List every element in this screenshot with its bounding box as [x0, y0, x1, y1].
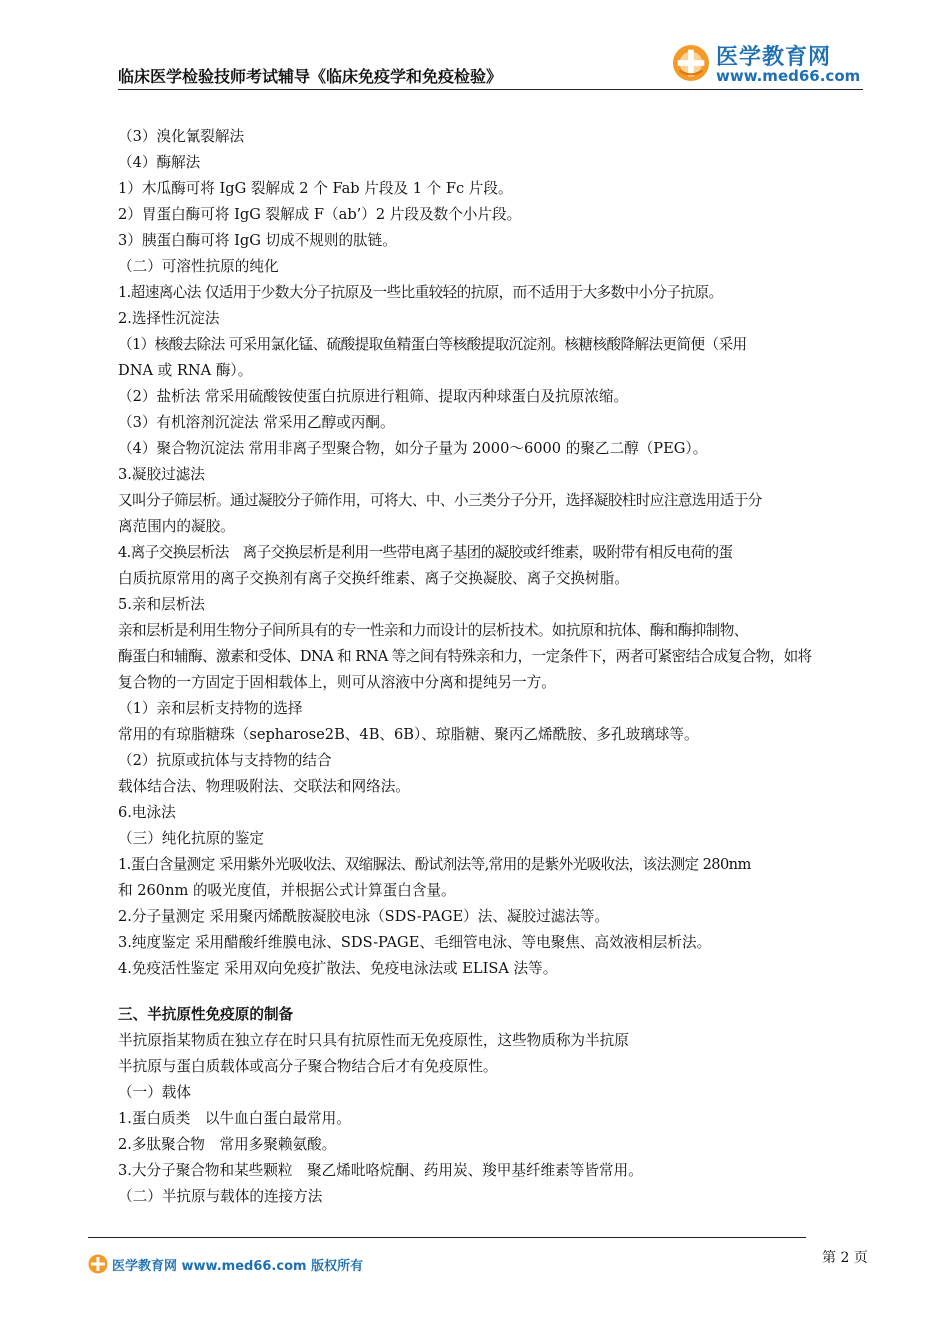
text-line: 1）木瓜酶可将 IgG 裂解成 2 个 Fab 片段及 1 个 Fc 片段。	[118, 180, 513, 197]
text-line: 复合物的一方固定于固相载体上，则可从溶液中分离和提纯另一方。	[118, 674, 556, 691]
text-line: （2）盐析法 常采用硫酸铵使蛋白抗原进行粗筛、提取丙种球蛋白及抗原浓缩。	[118, 388, 629, 405]
text-line: 离范围内的凝胶。	[118, 518, 235, 535]
text-line: 3）胰蛋白酶可将 IgG 切成不规则的肽链。	[118, 232, 397, 249]
text-line: 半抗原与蛋白质载体或高分子聚合物结合后才有免疫原性。	[118, 1058, 498, 1075]
text-line: 和 260nm 的吸光度值，并根据公式计算蛋白含量。	[118, 882, 456, 899]
document-body	[118, 124, 866, 1210]
text-line: 6.电泳法	[118, 804, 176, 821]
text-line: DNA 或 RNA 酶）。	[118, 362, 253, 379]
logo-name: 医学教育网	[716, 45, 832, 70]
text-line: 半抗原指某物质在独立存在时只具有抗原性而无免疫原性，这些物质称为半抗原	[118, 1032, 629, 1049]
document-header-title: 临床医学检验技师考试辅导《临床免疫学和免疫检验》	[118, 67, 503, 86]
text-line: 3.凝胶过滤法	[118, 466, 205, 483]
text-line: 亲和层析是利用生物分子间所具有的专一性亲和力而设计的层析技术。如抗原和抗体、酶和酶抑制物、	[118, 622, 748, 639]
text-line: 2.多肽聚合物 常用多聚赖氨酸。	[118, 1136, 337, 1153]
text-line: 载体结合法、物理吸附法、交联法和网络法。	[118, 778, 410, 795]
chapter-heading: 三、半抗原性免疫原的制备	[118, 1006, 294, 1023]
text-line: （1）亲和层析支持物的选择	[118, 700, 303, 717]
text-line: 5.亲和层析法	[118, 596, 205, 613]
text-line: 3.大分子聚合物和某些颗粒 聚乙烯吡咯烷酮、药用炭、羧甲基纤维素等皆常用。	[118, 1162, 643, 1179]
text-line: 酶蛋白和辅酶、激素和受体、DNA 和 RNA 等之间有特殊亲和力，一定条件下，两者可紧密结合成复合物，如将	[118, 648, 812, 665]
med66-logo	[672, 38, 872, 88]
section-heading: （二）半抗原与载体的连接方法	[118, 1188, 323, 1205]
text-line: （2）抗原或抗体与支持物的结合	[118, 752, 332, 769]
text-line: （1）核酸去除法 可采用氯化锰、硫酸提取鱼精蛋白等核酸提取沉淀剂。核糖核酸降解法更简便（采用	[118, 336, 747, 353]
text-line: 1.蛋白质类 以牛血白蛋白最常用。	[118, 1110, 351, 1127]
text-line: （4）酶解法	[118, 154, 201, 171]
text-line: （3）溴化氰裂解法	[118, 128, 245, 145]
text-line: 白质抗原常用的离子交换剂有离子交换纤维素、离子交换凝胶、离子交换树脂。	[118, 570, 629, 587]
text-line: 3.纯度鉴定 采用醋酸纤维膜电泳、SDS-PAGE、毛细管电泳、等电聚焦、高效液相层析法。	[118, 934, 712, 951]
header-divider	[118, 89, 863, 90]
text-line: 又叫分子筛层析。通过凝胶分子筛作用，可将大、中、小三类分子分开，选择凝胶柱时应注意选用适于分	[118, 492, 762, 509]
text-line: 1.超速离心法 仅适用于少数大分子抗原及一些比重较轻的抗原，而不适用于大多数中小分子抗原。	[118, 284, 723, 301]
footer-divider	[88, 1237, 806, 1238]
section-heading: （二）可溶性抗原的纯化	[118, 258, 279, 275]
logo-url: www.med66.com	[716, 67, 861, 85]
text-line: 2.选择性沉淀法	[118, 310, 220, 327]
section-heading: （三）纯化抗原的鉴定	[118, 830, 264, 847]
section-heading: （一）载体	[118, 1084, 191, 1101]
footer-copyright: 医学教育网 www.med66.com 版权所有	[112, 1259, 364, 1274]
med66-logo-icon	[672, 44, 710, 82]
text-line: 4.离子交换层析法 离子交换层析是利用一些带电离子基团的凝胶或纤维素，吸附带有相反电荷的蛋	[118, 544, 733, 561]
page-number: 第 2 页	[822, 1250, 868, 1266]
text-line: 2）胃蛋白酶可将 IgG 裂解成 F（ab’）2 片段及数个小片段。	[118, 206, 522, 223]
text-line: 2.分子量测定 采用聚丙烯酰胺凝胶电泳（SDS-PAGE）法、凝胶过滤法等。	[118, 908, 610, 925]
text-line: （4）聚合物沉淀法 常用非离子型聚合物，如分子量为 2000～6000 的聚乙二醇（PEG）。	[118, 440, 708, 457]
text-line: 常用的有琼脂糖珠（sepharose2B、4B、6B）、琼脂糖、聚丙乙烯酰胺、多孔玻璃球等。	[118, 726, 699, 743]
footer-logo-icon	[88, 1254, 108, 1274]
text-line: （3）有机溶剂沉淀法 常采用乙醇或丙酮。	[118, 414, 395, 431]
text-line: 1.蛋白含量测定 采用紫外光吸收法、双缩脲法、酚试剂法等,常用的是紫外光吸收法，该法测定 280nm	[118, 856, 751, 873]
text-line: 4.免疫活性鉴定 采用双向免疫扩散法、免疫电泳法或 ELISA 法等。	[118, 960, 558, 977]
